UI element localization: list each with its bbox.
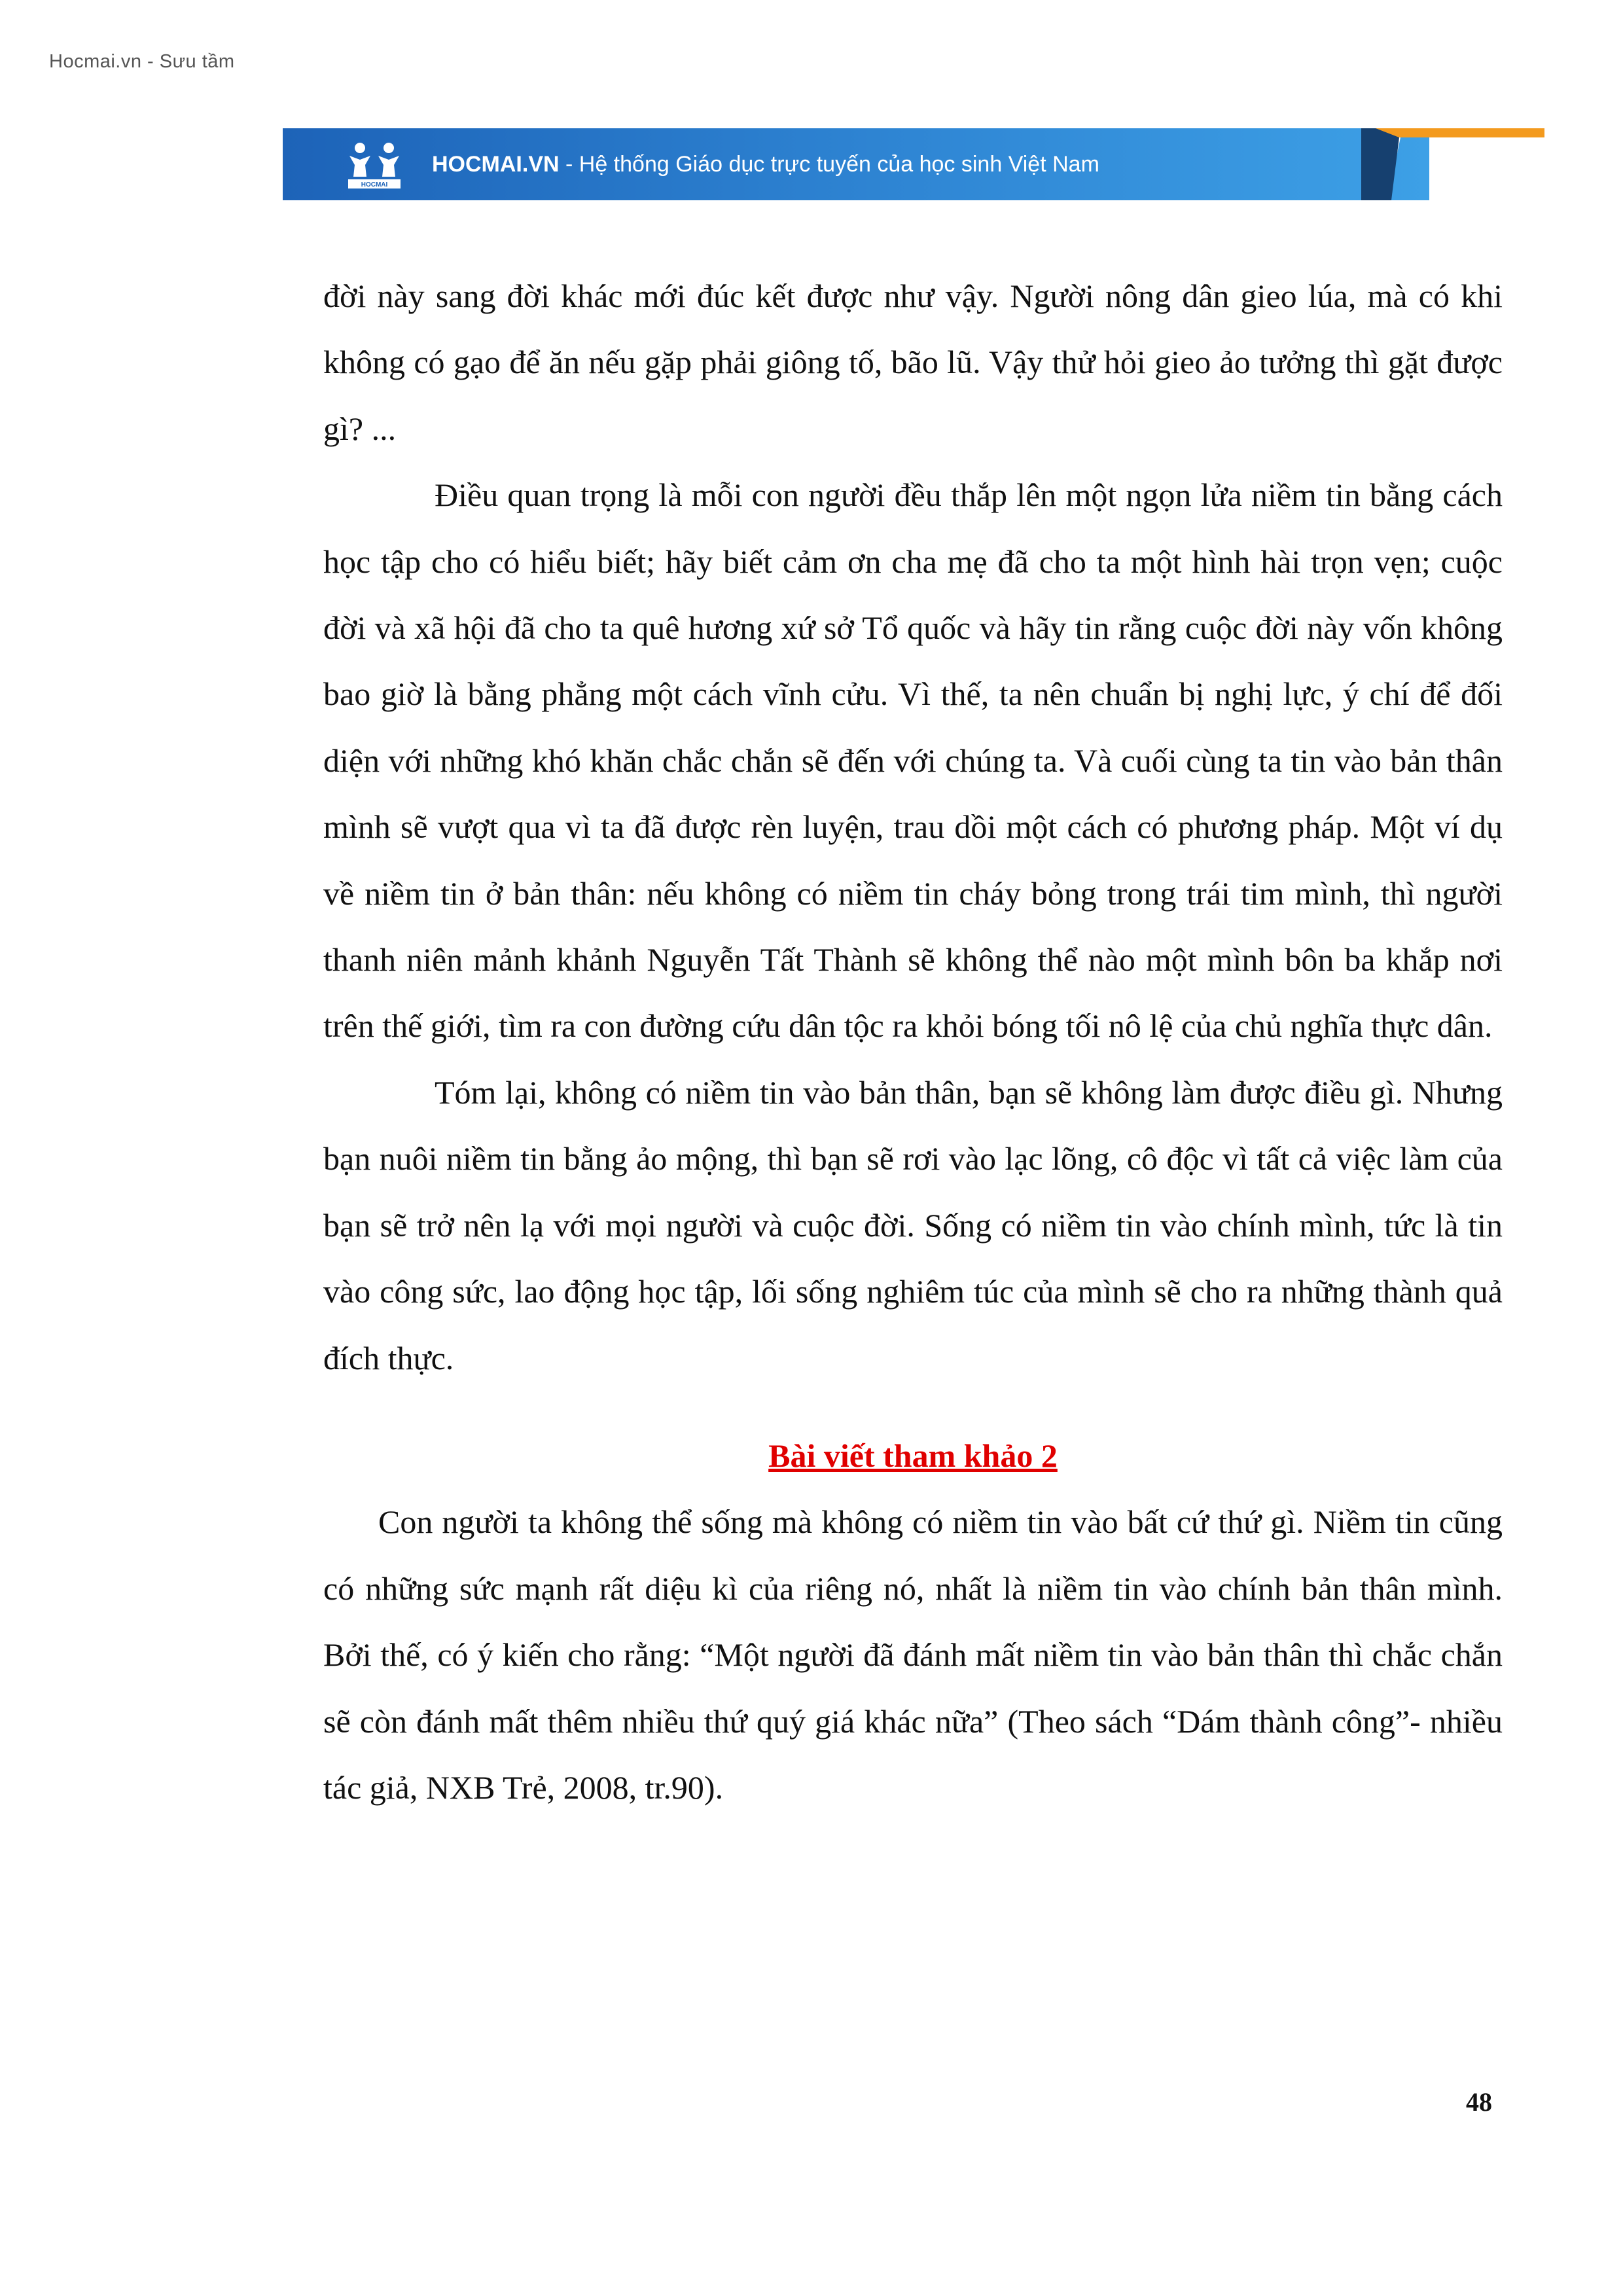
section-heading: Bài viết tham khảo 2	[768, 1437, 1058, 1474]
paragraph-continuation: đời này sang đời khác mới đúc kết được như vậy. Người nông dân gieo lúa, mà có khi không có gạo để ăn nếu gặp phải giông tố, bão lũ. Vậy thử hỏi gieo ảo tưởng thì gặt được gì? ...	[323, 278, 1503, 447]
document-body	[323, 263, 1503, 1821]
page-number: 48	[1466, 2087, 1492, 2117]
paragraph-conclusion: Tóm lại, không có niềm tin vào bản thân, bạn sẽ không làm được điều gì. Nhưng bạn nuôi niềm tin bằng ảo mộng, thì bạn sẽ rơi vào lạc lõng, cô độc vì tất cả việc làm của bạn sẽ trở nên lạ với mọi người và cuộc đời. Sống có niềm tin vào chính mình, tức là tin vào công sức, lao động học tập, lối sống nghiêm túc của mình sẽ cho ra những thành quả đích thực.	[323, 1073, 1503, 1376]
banner-accent-decoration	[1361, 128, 1544, 200]
paragraph-main-argument: Điều quan trọng là mỗi con người đều thắp lên một ngọn lửa niềm tin bằng cách học tập cho có hiểu biết; hãy biết cảm ơn cha mẹ đã cho ta một hình hài trọn vẹn; cuộc đời và xã hội đã cho ta quê hương xứ sở Tổ quốc và hãy tin rằng cuộc đời này vốn không bao giờ là bằng phẳng một cách vĩnh cửu. Vì thế, ta nên chuẩn bị nghị lực, ý chí để đối diện với những khó khăn chắc chắn sẽ đến với chúng ta. Và cuối cùng ta tin vào bản thân mình sẽ vượt qua vì ta đã được rèn luyện, trau dồi một cách có phương pháp. Một ví dụ về niềm tin ở bản thân: nếu không có niềm tin cháy bỏng trong trái tim mình, thì người thanh niên mảnh khảnh Nguyễn Tất Thành sẽ không thể nào một mình bôn ba khắp nơi trên thế giới, tìm ra con đường cứu dân tộc ra khỏi bóng tối nô lệ của chủ nghĩa thực dân.	[323, 476, 1503, 1045]
brand-tagline: - Hệ thống Giáo dục trực tuyến của học sinh Việt Nam	[559, 152, 1099, 177]
source-note: Hocmai.vn - Sưu tầm	[49, 51, 235, 72]
banner-title	[432, 148, 1099, 181]
logo-caption: HOCMAI	[361, 181, 388, 188]
hocmai-logo-icon	[346, 139, 403, 191]
paragraph-section-intro: Con người ta không thể sống mà không có niềm tin vào bất cứ thứ gì. Niềm tin cũng có những sức mạnh rất diệu kì của riêng nó, nhất là niềm tin vào chính bản thân mình. Bởi thế, có ý kiến cho rằng: “Một người đã đánh mất niềm tin vào bản thân thì chắc chắn sẽ còn đánh mất thêm nhiều thứ quý giá khác nữa” (Theo sách “Dám thành công”- nhiều tác giả, NXB Trẻ, 2008, tr.90).	[323, 1503, 1503, 1806]
brand-name: HOCMAI.VN	[432, 152, 560, 177]
